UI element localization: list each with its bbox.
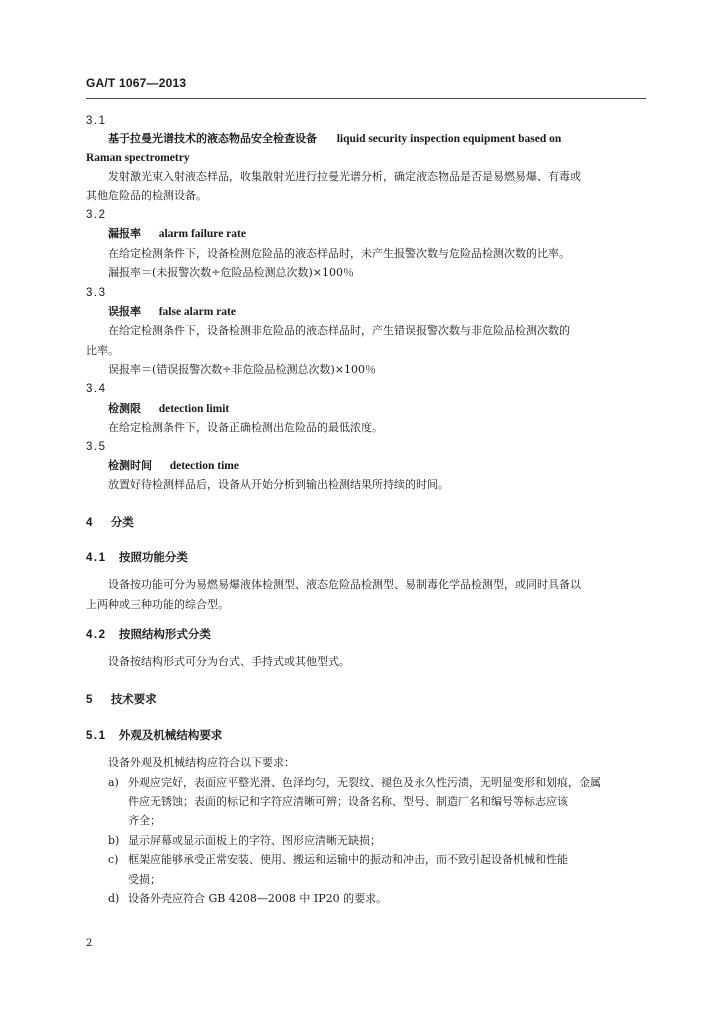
clause-3-1-number: 3.1: [86, 115, 107, 127]
section-5-title: 技术要求: [110, 694, 157, 706]
list-item-c-line-1: 框架应能够承受正常安装、使用、搬运和运输中的振动和冲击，而不致引起设备机械和性能: [128, 853, 568, 866]
clause-3-1-term: [108, 132, 648, 146]
section-4-2-body: 设备按结构形式可分为台式、手持式或其他型式。: [108, 655, 350, 668]
header-rule: [86, 98, 646, 99]
clause-3-4-number: 3.4: [86, 383, 107, 395]
section-5-1-number: 5.1: [86, 730, 107, 742]
section-4-1-body-cont: 上两种或三种功能的综合型。: [86, 598, 229, 611]
list-item-c-line-2: 受损；: [128, 873, 161, 886]
section-4-1-body: 设备按功能可分为易燃易爆液体检测型、液态危险品检测型、易制毒化学品检测型，或同时具备以: [108, 578, 581, 591]
clause-3-5-definition: 放置好待检测样品后，设备从开始分析到输出检测结果所持续的时间。: [108, 478, 449, 491]
clause-3-4-term-en: detection limit: [158, 403, 230, 415]
section-5-1-intro: 设备外观及机械结构应符合以下要求：: [108, 756, 295, 769]
clause-3-2-definition: 在给定检测条件下，设备检测危险品的液态样品时，未产生报警次数与危险品检测次数的比率。: [108, 247, 570, 260]
clause-3-4-definition: 在给定检测条件下，设备正确检测出危险品的最低浓度。: [108, 421, 383, 434]
clause-3-4-term-cn: 检测限: [108, 402, 141, 415]
section-4-2-heading: [86, 628, 211, 642]
clause-3-3-number: 3.3: [86, 287, 107, 299]
section-5-number: 5: [86, 694, 93, 706]
list-item-a-line-2: 件应无锈蚀；表面的标记和字符应清晰可辨；设备名称、型号、制造厂名和编号等标志应该: [128, 795, 568, 808]
clause-3-5-term-cn: 检测时间: [108, 459, 152, 472]
clause-3-4-term: [108, 402, 229, 416]
list-item-b-label: b): [108, 834, 120, 847]
list-item-a-line-1: 外观应完好，表面应平整光滑、色泽均匀，无裂纹、褪色及永久性污渍，无明显变形和划痕，金属: [128, 776, 601, 789]
section-4-1-heading: [86, 551, 188, 565]
list-item-d-label: d): [108, 892, 120, 905]
section-4-1-title: 按照功能分类: [118, 552, 188, 564]
clause-3-2-number: 3.2: [86, 209, 107, 221]
clause-3-1-term-en-cont: Raman spectrometry: [86, 152, 190, 164]
section-5-1-heading: [86, 729, 222, 743]
section-5-1-title: 外观及机械结构要求: [118, 730, 223, 742]
section-4-2-title: 按照结构形式分类: [118, 629, 211, 641]
clause-3-1-term-en: liquid security inspection equipment based on: [336, 133, 562, 145]
section-4-title: 分类: [110, 517, 134, 529]
section-4-number: 4: [86, 517, 93, 529]
clause-3-5-term: [108, 459, 239, 473]
list-item-a-line-3: 齐全；: [128, 814, 161, 827]
section-4-1-number: 4.1: [86, 552, 107, 564]
clause-3-2-term-cn: 漏报率: [108, 227, 141, 240]
clause-3-2-formula: 漏报率＝(未报警次数÷危险品检测总次数)×100％: [108, 266, 355, 279]
clause-3-3-term-cn: 误报率: [108, 305, 141, 318]
clause-3-2-term: [108, 227, 246, 241]
clause-3-3-definition: 在给定检测条件下，设备检测非危险品的液态样品时，产生错误报警次数与非危险品检测次数的: [108, 324, 570, 337]
section-4-2-number: 4.2: [86, 629, 107, 641]
clause-3-2-term-en: alarm failure rate: [158, 228, 246, 240]
list-item-c-label: c): [108, 853, 119, 866]
clause-3-1-definition: 发射激光束入射液态样品，收集散射光进行拉曼光谱分析，确定液态物品是否是易燃易爆、有毒或: [108, 170, 581, 183]
standard-code: GA/T 1067—2013: [86, 76, 187, 90]
clause-3-3-term: [108, 305, 236, 319]
section-5-heading: [86, 693, 157, 707]
list-item-b-line-1: 显示屏幕或显示面板上的字符、图形应清晰无缺损；: [128, 834, 381, 847]
clause-3-3-term-en: false alarm rate: [158, 306, 236, 318]
clause-3-5-term-en: detection time: [169, 460, 239, 472]
clause-3-1-definition-cont: 其他危险品的检测设备。: [86, 189, 207, 202]
clause-3-3-formula: 误报率＝(错误报警次数÷非危险品检测总次数)×100％: [108, 363, 377, 376]
page-number: 2: [86, 938, 93, 949]
clause-3-3-definition-cont: 比率。: [86, 344, 119, 357]
clause-3-1-term-cn: 基于拉曼光谱技术的液态物品安全检查设备: [108, 132, 317, 145]
list-item-a-label: a): [108, 776, 119, 789]
list-item-d-line-1: 设备外壳应符合 GB 4208—2008 中 IP20 的要求。: [128, 892, 388, 905]
clause-3-5-number: 3.5: [86, 441, 107, 453]
section-4-heading: [86, 516, 134, 530]
